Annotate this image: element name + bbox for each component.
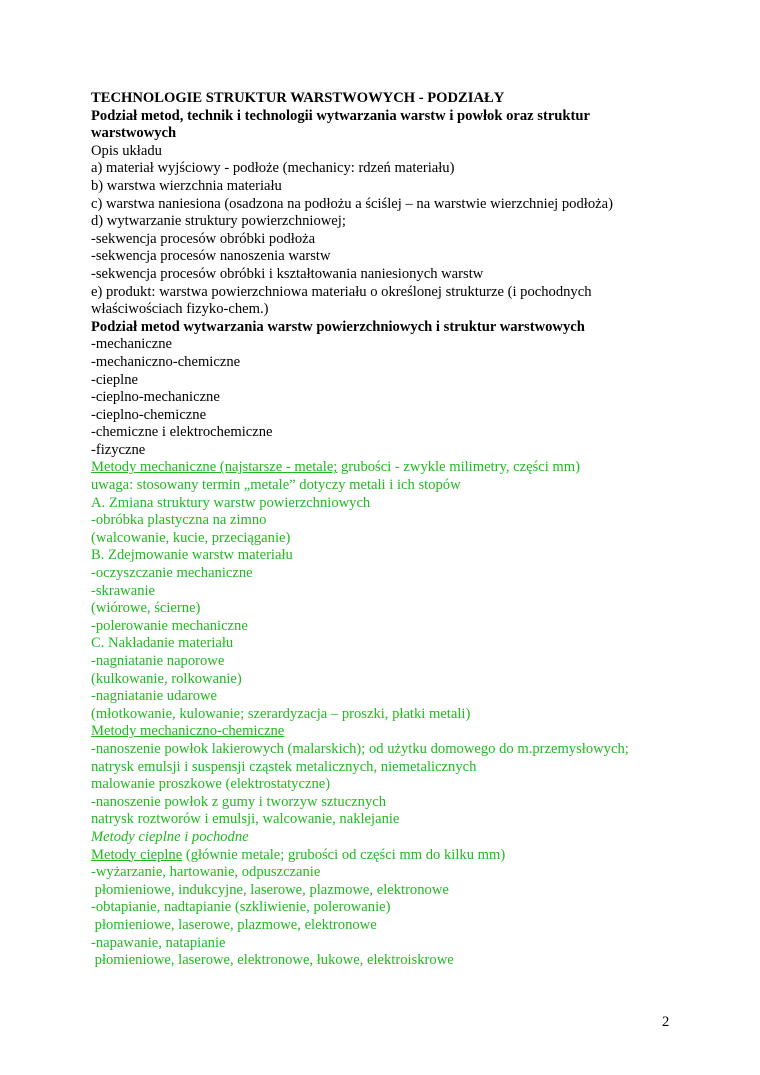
thermal-methods-heading-underlined: Metody cieplne xyxy=(91,846,183,863)
mechanical-methods-heading xyxy=(91,459,731,477)
mechanical-item: -oczyszczanie mechaniczne xyxy=(91,565,253,582)
mechchem-item: natrysk roztworów i emulsji, walcowanie, naklejanie xyxy=(91,811,400,828)
thermal-item: płomieniowe, indukcyjne, laserowe, plazmowe, elektronowe xyxy=(91,881,449,898)
list-item: -sekwencja procesów obróbki i kształtowania naniesionych warstw xyxy=(91,265,484,282)
subheading-opis: Opis układu xyxy=(91,142,162,159)
thermal-methods-italic-heading: Metody cieplne i pochodne xyxy=(91,828,249,845)
thermal-item: płomieniowe, laserowe, elektronowe, łukowe, elektroiskrowe xyxy=(91,952,454,969)
section-heading-continued: warstwowych xyxy=(91,125,177,142)
mechanical-item: B. Zdejmowanie warstw materiału xyxy=(91,547,293,564)
thermal-item: -napawanie, natapianie xyxy=(91,934,226,951)
mechchem-item: -nanoszenie powłok z gumy i tworzyw sztucznych xyxy=(91,793,387,810)
mechanical-item: -nagniatanie udarowe xyxy=(91,688,218,705)
mechchem-item: natrysk emulsji i suspensji cząstek metalicznych, niemetalicznych xyxy=(91,758,477,775)
list-item: właściwościach fizyko-chem.) xyxy=(91,301,269,318)
mechanical-item: (wiórowe, ścierne) xyxy=(91,600,201,617)
thermal-item: -obtapianie, nadtapianie (szkliwienie, polerowanie) xyxy=(91,899,391,916)
document-title: TECHNOLOGIE STRUKTUR WARSTWOWYCH - PODZIAŁY xyxy=(91,90,505,106)
document-body xyxy=(91,90,731,970)
list-item: c) warstwa naniesiona (osadzona na podłożu a ściślej – na warstwie wierzchniej podłoża) xyxy=(91,195,613,212)
mechanical-item: -polerowanie mechaniczne xyxy=(91,617,248,634)
thermal-methods-heading xyxy=(91,847,731,865)
mechanical-methods-note: uwaga: stosowany termin „metale” dotyczy metali i ich stopów xyxy=(91,477,461,494)
list-item: a) materiał wyjściowy - podłoże (mechanicy: rdzeń materiału) xyxy=(91,160,455,177)
mechanical-item: -obróbka plastyczna na zimno xyxy=(91,512,267,529)
list-item: b) warstwa wierzchnia materiału xyxy=(91,177,282,194)
page-number: 2 xyxy=(662,1014,670,1030)
mechanical-item: (walcowanie, kucie, przeciąganie) xyxy=(91,529,291,546)
method-item: -cieplne xyxy=(91,371,138,388)
method-item: -mechaniczno-chemiczne xyxy=(91,353,241,370)
method-item: -fizyczne xyxy=(91,441,146,458)
list-item: e) produkt: warstwa powierzchniowa materiału o określonej strukturze (i pochodnych xyxy=(91,283,592,300)
mechchem-methods-heading xyxy=(91,723,731,741)
mechanical-item: (młotkowanie, kulowanie; szerardyzacja – proszki, płatki metali) xyxy=(91,705,471,722)
mechanical-item: A. Zmiana struktury warstw powierzchniowych xyxy=(91,494,371,511)
method-item: -chemiczne i elektrochemiczne xyxy=(91,424,273,441)
mechanical-methods-heading-rest: grubości - zwykle milimetry, części mm) xyxy=(337,459,580,476)
list-item: -sekwencja procesów obróbki podłoża xyxy=(91,230,316,247)
method-item: -cieplno-mechaniczne xyxy=(91,389,220,406)
list-item: d) wytwarzanie struktury powierzchniowej; xyxy=(91,213,346,230)
mechanical-item: C. Nakładanie materiału xyxy=(91,635,234,652)
mechchem-item: -nanoszenie powłok lakierowych (malarskich); od użytku domowego do m.przemysłowych; xyxy=(91,740,629,757)
mechanical-item: -nagniatanie naporowe xyxy=(91,653,225,669)
mechanical-item: (kulkowanie, rolkowanie) xyxy=(91,670,242,687)
mechchem-methods-heading-text: Metody mechaniczno-chemiczne xyxy=(91,723,285,740)
section-heading-methods: Podział metod wytwarzania warstw powierzchniowych i struktur warstwowych xyxy=(91,318,585,335)
list-item: -sekwencja procesów nanoszenia warstw xyxy=(91,248,331,265)
thermal-item: płomieniowe, laserowe, plazmowe, elektronowe xyxy=(91,916,377,933)
mechanical-item: -skrawanie xyxy=(91,582,156,599)
method-item: -cieplno-chemiczne xyxy=(91,406,207,423)
thermal-methods-heading-rest: (głównie metale; grubości od części mm do kilku mm) xyxy=(182,846,506,863)
section-heading: Podział metod, technik i technologii wytwarzania warstw i powłok oraz struktur xyxy=(91,107,590,124)
mechanical-methods-heading-underlined: Metody mechaniczne (najstarsze - metale; xyxy=(91,459,338,476)
mechchem-item: malowanie proszkowe (elektrostatyczne) xyxy=(91,776,331,793)
thermal-item: -wyżarzanie, hartowanie, odpuszczanie xyxy=(91,864,321,881)
method-item: -mechaniczne xyxy=(91,336,173,353)
